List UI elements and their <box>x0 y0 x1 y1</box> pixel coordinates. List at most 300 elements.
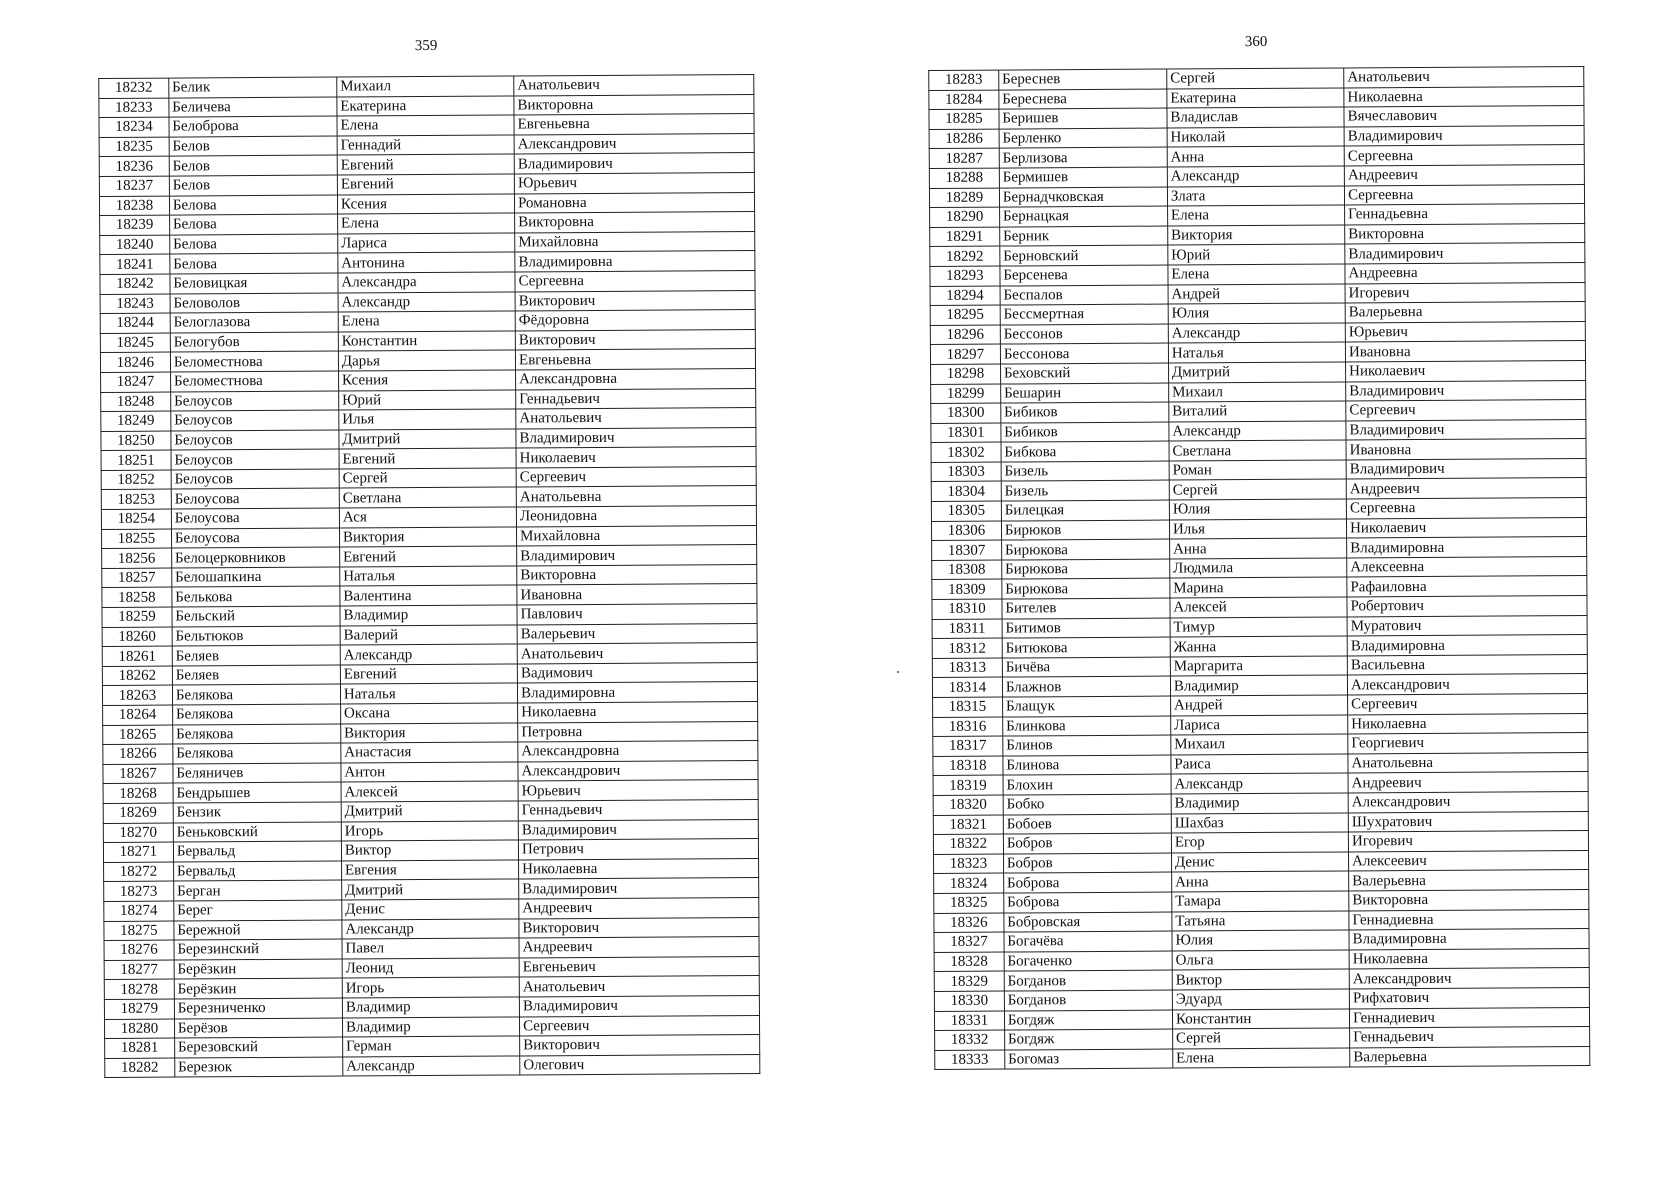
surname-cell: Белов <box>169 175 337 196</box>
patronymic-cell: Владимирович <box>517 545 757 566</box>
record-number-cell: 18266 <box>103 744 173 764</box>
patronymic-cell: Викторовна <box>517 564 757 585</box>
patronymic-cell: Викторовна <box>1345 223 1585 244</box>
surname-cell: Беловицкая <box>170 273 338 294</box>
record-number-cell: 18236 <box>99 156 169 176</box>
surname-cell: Белошапкина <box>172 567 340 588</box>
surname-cell: Беньковский <box>173 822 341 843</box>
surname-cell: Боброва <box>1004 892 1172 913</box>
first-name-cell: Елена <box>1173 1048 1350 1069</box>
first-name-cell: Тамара <box>1172 891 1349 912</box>
first-name-cell: Дмитрий <box>342 879 519 900</box>
record-number-cell: 18261 <box>102 646 172 666</box>
surname-cell: Белова <box>169 214 337 235</box>
patronymic-cell: Викторовна <box>1349 889 1589 910</box>
patronymic-cell: Владимирович <box>516 427 756 448</box>
surname-cell: Белова <box>170 234 338 255</box>
patronymic-cell: Владимировна <box>1349 929 1589 950</box>
first-name-cell: Виктория <box>1168 225 1345 246</box>
record-number-cell: 18296 <box>930 325 1000 345</box>
patronymic-cell: Игоревич <box>1345 282 1585 303</box>
first-name-cell: Константин <box>1172 1008 1349 1029</box>
record-number-cell: 18286 <box>929 129 999 149</box>
patronymic-cell: Владимировна <box>515 251 755 272</box>
record-number-cell: 18315 <box>933 697 1003 717</box>
record-number-cell: 18325 <box>934 893 1004 913</box>
first-name-cell: Шахбаз <box>1171 813 1348 834</box>
patronymic-cell: Сергеевна <box>1344 184 1584 205</box>
surname-cell: Бибиков <box>1001 402 1169 423</box>
record-number-cell: 18248 <box>101 392 171 412</box>
first-name-cell: Геннадий <box>337 135 514 156</box>
first-name-cell: Екатерина <box>1167 88 1344 109</box>
record-number-cell: 18252 <box>101 470 171 490</box>
record-number-cell: 18294 <box>930 286 1000 306</box>
surname-cell: Бережной <box>174 920 342 941</box>
patronymic-cell: Владимирович <box>1344 125 1584 146</box>
patronymic-cell: Николаевич <box>1346 360 1586 381</box>
first-name-cell: Владимир <box>342 1016 519 1037</box>
patronymic-cell: Викторовна <box>515 212 755 233</box>
record-number-cell: 18289 <box>929 188 999 208</box>
record-number-cell: 18280 <box>104 1019 174 1039</box>
patronymic-cell: Вадимович <box>517 662 757 683</box>
surname-cell: Богданов <box>1004 990 1172 1011</box>
record-number-cell: 18270 <box>103 823 173 843</box>
first-name-cell: Александр <box>1168 323 1345 344</box>
surname-cell: Боброва <box>1003 872 1171 893</box>
surname-cell: Бензик <box>173 802 341 823</box>
first-name-cell: Евгений <box>337 154 514 175</box>
surname-cell: Беломестнова <box>170 371 338 392</box>
patronymic-cell: Валерьевич <box>517 623 757 644</box>
record-number-cell: 18274 <box>104 901 174 921</box>
record-number-cell: 18313 <box>932 658 1002 678</box>
surname-cell: Беляев <box>172 665 340 686</box>
first-name-cell: Евгений <box>339 448 516 469</box>
record-number-cell: 18262 <box>102 666 172 686</box>
patronymic-cell: Александрович <box>518 760 758 781</box>
record-number-cell: 18251 <box>101 450 171 470</box>
patronymic-cell: Владимирович <box>519 995 759 1016</box>
first-name-cell: Юлия <box>1169 499 1346 520</box>
first-name-cell: Владимир <box>340 605 517 626</box>
record-number-cell: 18255 <box>102 529 172 549</box>
record-number-cell: 18258 <box>102 587 172 607</box>
surname-cell: Бирюкова <box>1001 539 1169 560</box>
surname-cell: Белоусова <box>171 489 339 510</box>
surname-cell: Битимов <box>1002 618 1170 639</box>
record-number-cell: 18250 <box>101 431 171 451</box>
first-name-cell: Владимир <box>342 997 519 1018</box>
first-name-cell: Виктор <box>1172 969 1349 990</box>
surname-cell: Белоусов <box>171 430 339 451</box>
right-page <box>928 30 1590 1070</box>
register-table <box>928 66 1590 1070</box>
patronymic-cell: Александрович <box>514 133 754 154</box>
first-name-cell: Анна <box>1172 871 1349 892</box>
patronymic-cell: Анатольевич <box>519 976 759 997</box>
surname-cell: Битюкова <box>1002 637 1170 658</box>
record-number-cell: 18235 <box>99 137 169 157</box>
patronymic-cell: Юрьевич <box>518 780 758 801</box>
record-number-cell: 18276 <box>104 940 174 960</box>
first-name-cell: Денис <box>342 899 519 920</box>
surname-cell: Белик <box>169 77 337 98</box>
record-number-cell: 18314 <box>932 677 1002 697</box>
patronymic-cell: Николаевна <box>1344 86 1584 107</box>
record-number-cell: 18233 <box>99 98 169 118</box>
patronymic-cell: Рафаиловна <box>1347 576 1587 597</box>
patronymic-cell: Владимирович <box>1346 458 1586 479</box>
record-number-cell: 18309 <box>932 579 1002 599</box>
patronymic-cell: Александровна <box>516 368 756 389</box>
patronymic-cell: Михайловна <box>515 231 755 252</box>
surname-cell: Берсенева <box>1000 265 1168 286</box>
first-name-cell: Дмитрий <box>339 429 516 450</box>
first-name-cell: Эдуард <box>1172 989 1349 1010</box>
surname-cell: Блажнов <box>1002 676 1170 697</box>
record-number-cell: 18318 <box>933 756 1003 776</box>
patronymic-cell: Петровна <box>518 721 758 742</box>
first-name-cell: Анна <box>1169 538 1346 559</box>
first-name-cell: Владимир <box>1171 793 1348 814</box>
first-name-cell: Виктор <box>341 840 518 861</box>
patronymic-cell: Николаевна <box>1349 948 1589 969</box>
first-name-cell: Злата <box>1167 186 1344 207</box>
record-number-cell: 18302 <box>931 442 1001 462</box>
patronymic-cell: Владимировна <box>1347 635 1587 656</box>
table-row <box>105 1054 760 1078</box>
surname-cell: Бибиков <box>1001 422 1169 443</box>
record-number-cell: 18240 <box>100 235 170 255</box>
first-name-cell: Алексей <box>1170 597 1347 618</box>
surname-cell: Берлизова <box>999 147 1167 168</box>
patronymic-cell: Николаевна <box>1348 713 1588 734</box>
surname-cell: Бителев <box>1002 598 1170 619</box>
surname-cell: Бернадчковская <box>999 187 1167 208</box>
surname-cell: Беляничев <box>173 763 341 784</box>
surname-cell: Бервальд <box>173 841 341 862</box>
surname-cell: Билецкая <box>1001 500 1169 521</box>
record-number-cell: 18293 <box>930 266 1000 286</box>
first-name-cell: Тимур <box>1170 617 1347 638</box>
first-name-cell: Евгений <box>337 174 514 195</box>
surname-cell: Блинкова <box>1003 716 1171 737</box>
record-number-cell: 18253 <box>101 490 171 510</box>
patronymic-cell: Геннадиевич <box>1350 1007 1590 1028</box>
first-name-cell: Анна <box>1167 146 1344 167</box>
surname-cell: Беловолов <box>170 293 338 314</box>
patronymic-cell: Ивановна <box>1346 439 1586 460</box>
first-name-cell: Юлия <box>1172 930 1349 951</box>
surname-cell: Белоусова <box>171 508 339 529</box>
register-table <box>98 74 760 1078</box>
record-number-cell: 18242 <box>100 274 170 294</box>
patronymic-cell: Александровна <box>518 741 758 762</box>
surname-cell: Бизель <box>1001 481 1169 502</box>
surname-cell: Бельтюков <box>172 626 340 647</box>
surname-cell: Бешарин <box>1000 383 1168 404</box>
surname-cell: Бессмертная <box>1000 304 1168 325</box>
patronymic-cell: Владимирович <box>1346 380 1586 401</box>
first-name-cell: Алексей <box>341 781 518 802</box>
record-number-cell: 18232 <box>99 78 169 98</box>
record-number-cell: 18241 <box>100 254 170 274</box>
surname-cell: Бирюков <box>1001 520 1169 541</box>
record-number-cell: 18272 <box>104 862 174 882</box>
patronymic-cell: Владимирович <box>519 878 759 899</box>
patronymic-cell: Валерьевна <box>1349 870 1589 891</box>
patronymic-cell: Юрьевич <box>1345 321 1585 342</box>
first-name-cell: Михаил <box>1171 734 1348 755</box>
patronymic-cell: Сергеевна <box>1344 145 1584 166</box>
record-number-cell: 18268 <box>103 783 173 803</box>
first-name-cell: Лариса <box>338 233 515 254</box>
first-name-cell: Татьяна <box>1172 910 1349 931</box>
record-number-cell: 18301 <box>931 423 1001 443</box>
first-name-cell: Юрий <box>339 389 516 410</box>
patronymic-cell: Ивановна <box>517 584 757 605</box>
patronymic-cell: Анатольевна <box>516 486 756 507</box>
patronymic-cell: Олегович <box>520 1054 760 1075</box>
first-name-cell: Наталья <box>340 566 517 587</box>
first-name-cell: Светлана <box>1169 440 1346 461</box>
first-name-cell: Владислав <box>1167 107 1344 128</box>
record-number-cell: 18328 <box>934 952 1004 972</box>
patronymic-cell: Геннадьевич <box>1350 1027 1590 1048</box>
surname-cell: Белогубов <box>170 332 338 353</box>
record-number-cell: 18246 <box>100 352 170 372</box>
first-name-cell: Антон <box>341 762 518 783</box>
record-number-cell: 18291 <box>930 227 1000 247</box>
first-name-cell: Жанна <box>1170 636 1347 657</box>
first-name-cell: Александр <box>1169 421 1346 442</box>
first-name-cell: Константин <box>338 331 515 352</box>
first-name-cell: Оксана <box>340 703 517 724</box>
first-name-cell: Сергей <box>339 468 516 489</box>
surname-cell: Блинов <box>1003 735 1171 756</box>
record-number-cell: 18271 <box>103 842 173 862</box>
first-name-cell: Елена <box>337 213 514 234</box>
record-number-cell: 18303 <box>931 462 1001 482</box>
first-name-cell: Анастасия <box>341 742 518 763</box>
patronymic-cell: Алексеевич <box>1349 850 1589 871</box>
first-name-cell: Людмила <box>1170 558 1347 579</box>
first-name-cell: Раиса <box>1171 754 1348 775</box>
first-name-cell: Дмитрий <box>1168 362 1345 383</box>
patronymic-cell: Ивановна <box>1345 341 1585 362</box>
first-name-cell: Егор <box>1171 832 1348 853</box>
patronymic-cell: Андреевич <box>1348 772 1588 793</box>
first-name-cell: Александр <box>1171 773 1348 794</box>
surname-cell: Березюк <box>175 1057 343 1078</box>
first-name-cell: Юрий <box>1168 244 1345 265</box>
surname-cell: Берёзкин <box>174 959 342 980</box>
record-number-cell: 18269 <box>103 803 173 823</box>
surname-cell: Белоусова <box>171 528 339 549</box>
first-name-cell: Леонид <box>342 958 519 979</box>
first-name-cell: Александр <box>343 1056 520 1077</box>
first-name-cell: Владимир <box>1170 675 1347 696</box>
patronymic-cell: Павлович <box>517 604 757 625</box>
patronymic-cell: Сергеевич <box>516 466 756 487</box>
surname-cell: Богдяж <box>1004 1010 1172 1031</box>
patronymic-cell: Владимирович <box>518 819 758 840</box>
patronymic-cell: Геннадиевна <box>1349 909 1589 930</box>
surname-cell: Бельский <box>172 606 340 627</box>
surname-cell: Бендрышев <box>173 782 341 803</box>
record-number-cell: 18317 <box>933 736 1003 756</box>
first-name-cell: Евгений <box>340 546 517 567</box>
surname-cell: Блащук <box>1002 696 1170 717</box>
surname-cell: Беспалов <box>1000 285 1168 306</box>
surname-cell: Бернацкая <box>999 206 1167 227</box>
record-number-cell: 18263 <box>102 685 172 705</box>
first-name-cell: Маргарита <box>1170 656 1347 677</box>
patronymic-cell: Николаевна <box>519 858 759 879</box>
first-name-cell: Игорь <box>342 977 519 998</box>
patronymic-cell: Владимировна <box>1347 537 1587 558</box>
first-name-cell: Илья <box>1169 519 1346 540</box>
first-name-cell: Виктория <box>341 723 518 744</box>
patronymic-cell: Николаевич <box>1347 517 1587 538</box>
surname-cell: Белова <box>170 253 338 274</box>
record-number-cell: 18254 <box>101 509 171 529</box>
patronymic-cell: Валерьевна <box>1350 1046 1590 1067</box>
record-number-cell: 18237 <box>99 176 169 196</box>
patronymic-cell: Фёдоровна <box>515 310 755 331</box>
surname-cell: Беломестнова <box>170 351 338 372</box>
patronymic-cell: Евгеньевна <box>514 114 754 135</box>
record-number-cell: 18332 <box>935 1030 1005 1050</box>
first-name-cell: Юлия <box>1168 303 1345 324</box>
record-number-cell: 18264 <box>103 705 173 725</box>
patronymic-cell: Александрович <box>1347 674 1587 695</box>
surname-cell: Белякова <box>173 743 341 764</box>
first-name-cell: Павел <box>342 938 519 959</box>
record-number-cell: 18238 <box>99 196 169 216</box>
record-number-cell: 18295 <box>930 305 1000 325</box>
record-number-cell: 18245 <box>100 333 170 353</box>
patronymic-cell: Владимирович <box>514 153 754 174</box>
record-number-cell: 18316 <box>933 717 1003 737</box>
first-name-cell: Андрей <box>1168 283 1345 304</box>
first-name-cell: Марина <box>1170 577 1347 598</box>
patronymic-cell: Леонидовна <box>516 506 756 527</box>
surname-cell: Береснева <box>999 89 1167 110</box>
first-name-cell: Михаил <box>1169 381 1346 402</box>
first-name-cell: Елена <box>338 311 515 332</box>
surname-cell: Белоусов <box>171 391 339 412</box>
patronymic-cell: Георгиевич <box>1348 733 1588 754</box>
surname-cell: Бобров <box>1003 833 1171 854</box>
record-number-cell: 18320 <box>933 795 1003 815</box>
surname-cell: Беличева <box>169 97 337 118</box>
record-number-cell: 18239 <box>100 215 170 235</box>
surname-cell: Белоброва <box>169 116 337 137</box>
surname-cell: Бобко <box>1003 794 1171 815</box>
first-name-cell: Денис <box>1171 852 1348 873</box>
first-name-cell: Евгений <box>340 664 517 685</box>
surname-cell: Березовский <box>174 1037 342 1058</box>
record-number-cell: 18323 <box>934 854 1004 874</box>
record-number-cell: 18243 <box>100 294 170 314</box>
record-number-cell: 18321 <box>933 815 1003 835</box>
record-number-cell: 18297 <box>930 344 1000 364</box>
first-name-cell: Елена <box>1167 205 1344 226</box>
surname-cell: Бобровская <box>1004 912 1172 933</box>
patronymic-cell: Сергеевич <box>520 1015 760 1036</box>
surname-cell: Беришев <box>999 108 1167 129</box>
register-table-body <box>929 66 1590 1069</box>
left-page <box>98 34 760 1078</box>
patronymic-cell: Александрович <box>1349 968 1589 989</box>
first-name-cell: Михаил <box>337 76 514 97</box>
record-number-cell: 18310 <box>932 599 1002 619</box>
record-number-cell: 18285 <box>929 109 999 129</box>
patronymic-cell: Андреевна <box>1345 262 1585 283</box>
surname-cell: Берёзкин <box>174 978 342 999</box>
patronymic-cell: Сергеевна <box>515 270 755 291</box>
patronymic-cell: Сергеевич <box>1348 693 1588 714</box>
surname-cell: Белякова <box>173 724 341 745</box>
record-number-cell: 18257 <box>102 568 172 588</box>
record-number-cell: 18234 <box>99 117 169 137</box>
record-number-cell: 18326 <box>934 913 1004 933</box>
surname-cell: Белькова <box>172 586 340 607</box>
patronymic-cell: Игоревич <box>1348 831 1588 852</box>
first-name-cell: Николай <box>1167 127 1344 148</box>
record-number-cell: 18300 <box>931 403 1001 423</box>
patronymic-cell: Владимирович <box>1345 243 1585 264</box>
record-number-cell: 18288 <box>929 168 999 188</box>
record-number-cell: 18322 <box>933 834 1003 854</box>
surname-cell: Бичёва <box>1002 657 1170 678</box>
patronymic-cell: Евгеньевич <box>519 956 759 977</box>
record-number-cell: 18287 <box>929 148 999 168</box>
record-number-cell: 18324 <box>934 873 1004 893</box>
patronymic-cell: Сергеевна <box>1346 498 1586 519</box>
first-name-cell: Виталий <box>1169 401 1346 422</box>
patronymic-cell: Викторович <box>515 290 755 311</box>
first-name-cell: Александр <box>340 644 517 665</box>
first-name-cell: Александра <box>338 272 515 293</box>
patronymic-cell: Геннадьевич <box>516 388 756 409</box>
first-name-cell: Дарья <box>338 350 515 371</box>
patronymic-cell: Робертович <box>1347 596 1587 617</box>
record-number-cell: 18273 <box>104 881 174 901</box>
patronymic-cell: Андреевич <box>519 937 759 958</box>
surname-cell: Берган <box>173 880 341 901</box>
first-name-cell: Сергей <box>1172 1028 1349 1049</box>
page-number: 360 <box>1244 33 1268 51</box>
surname-cell: Берёзов <box>174 1018 342 1039</box>
surname-cell: Бессонова <box>1000 343 1168 364</box>
patronymic-cell: Владимирович <box>1346 419 1586 440</box>
record-number-cell: 18298 <box>931 364 1001 384</box>
first-name-cell: Екатерина <box>337 96 514 117</box>
surname-cell: Беховский <box>1000 363 1168 384</box>
surname-cell: Богаченко <box>1004 951 1172 972</box>
first-name-cell: Антонина <box>338 252 515 273</box>
record-number-cell: 18267 <box>103 764 173 784</box>
record-number-cell: 18275 <box>104 921 174 941</box>
surname-cell: Белоусов <box>171 449 339 470</box>
record-number-cell: 18277 <box>104 960 174 980</box>
surname-cell: Берновский <box>1000 245 1168 266</box>
record-number-cell: 18327 <box>934 932 1004 952</box>
